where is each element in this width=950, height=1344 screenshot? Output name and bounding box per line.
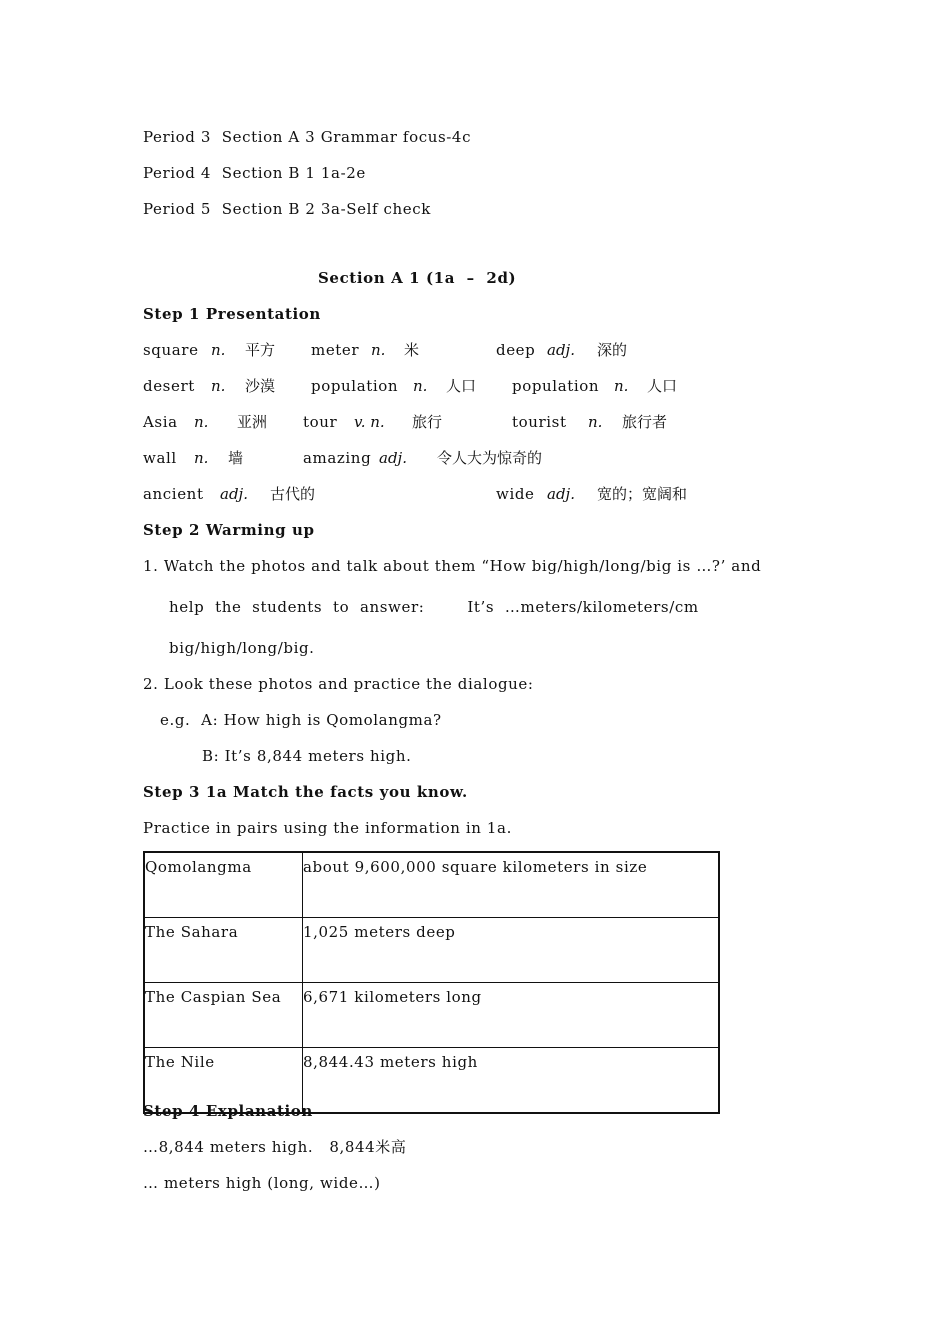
- vocab-meaning: 旅行者: [622, 413, 668, 431]
- step2-item1-line3: big/high/long/big.: [169, 639, 315, 657]
- vocab-word: tourist: [512, 413, 567, 431]
- table-cell: The Caspian Sea: [144, 983, 303, 1048]
- vocab-word: deep: [496, 341, 536, 359]
- vocab-pos: n.: [413, 377, 428, 395]
- dialogue-line-b: B: It’s 8,844 meters high.: [202, 747, 412, 765]
- vocab-meaning: 古代的: [270, 485, 316, 503]
- vocab-meaning: 亚洲: [237, 413, 268, 431]
- dialogue-line-a: e.g. A: How high is Qomolangma?: [160, 711, 442, 729]
- vocab-pos: adj.: [379, 449, 407, 467]
- vocab-pos: adj.: [547, 341, 575, 359]
- section-title: Section A 1 (1a – 2d): [318, 269, 517, 287]
- vocab-meaning: 宽的；宽阔和: [597, 485, 688, 503]
- step3-instruction: Practice in pairs using the information in 1a.: [143, 819, 512, 837]
- vocab-pos: v. n.: [354, 413, 385, 431]
- vocab-word: desert: [143, 377, 195, 395]
- step4-line1: …8,844 meters high. 8,844米高: [143, 1138, 407, 1156]
- vocab-meaning: 米: [404, 341, 420, 359]
- vocab-pos: adj.: [547, 485, 575, 503]
- vocab-word: meter: [311, 341, 360, 359]
- vocab-meaning: 人口: [647, 377, 678, 395]
- table-cell: Qomolangma: [144, 852, 303, 918]
- vocab-pos: n.: [588, 413, 603, 431]
- period-5-line: Period 5 Section B 2 3a-Self check: [143, 200, 431, 218]
- vocab-pos: n.: [211, 341, 226, 359]
- vocab-word: square: [143, 341, 199, 359]
- table-cell: about 9,600,000 square kilometers in size: [303, 852, 720, 918]
- vocab-pos: n.: [194, 413, 209, 431]
- vocab-meaning: 深的: [597, 341, 628, 359]
- vocab-word: amazing: [303, 449, 372, 467]
- step4-line2: … meters high (long, wide…): [143, 1174, 381, 1192]
- step2-item1-line1: 1. Watch the photos and talk about them “How big/high/long/big is …?’ and: [143, 557, 762, 575]
- vocab-meaning: 人口: [446, 377, 477, 395]
- vocab-word: population: [512, 377, 600, 395]
- period-4-line: Period 4 Section B 1 1a-2e: [143, 164, 366, 182]
- vocab-pos: n.: [614, 377, 629, 395]
- step1-heading: Step 1 Presentation: [143, 305, 321, 323]
- vocab-meaning: 墙: [228, 449, 244, 467]
- table-cell: 6,671 kilometers long: [303, 983, 720, 1048]
- table-cell: The Sahara: [144, 918, 303, 983]
- facts-table: [143, 851, 720, 1114]
- period-3-line: Period 3 Section A 3 Grammar focus-4c: [143, 128, 472, 146]
- step2-item1-line2: help the students to answer: It’s …meters/kilometers/cm: [169, 598, 699, 616]
- step3-heading: Step 3 1a Match the facts you know.: [143, 783, 468, 801]
- vocab-meaning: 沙漠: [245, 377, 276, 395]
- vocab-meaning: 令人大为惊奇的: [437, 449, 543, 467]
- vocab-word: wide: [496, 485, 535, 503]
- vocab-pos: n.: [194, 449, 209, 467]
- vocab-word: population: [311, 377, 399, 395]
- step2-heading: Step 2 Warming up: [143, 521, 315, 539]
- table-cell: 1,025 meters deep: [303, 918, 720, 983]
- table-cell: The Nile: [144, 1048, 303, 1114]
- vocab-pos: adj.: [220, 485, 248, 503]
- vocab-pos: n.: [211, 377, 226, 395]
- table-cell: 8,844.43 meters high: [303, 1048, 720, 1114]
- vocab-word: wall: [143, 449, 177, 467]
- table-row: [144, 983, 719, 1048]
- vocab-pos: n.: [371, 341, 386, 359]
- table-row: [144, 918, 719, 983]
- vocab-word: Asia: [143, 413, 178, 431]
- table-row: [144, 852, 719, 918]
- vocab-word: tour: [303, 413, 338, 431]
- step4-heading: Step 4 Explanation: [143, 1102, 313, 1120]
- step2-item2: 2. Look these photos and practice the dialogue:: [143, 675, 534, 693]
- vocab-meaning: 平方: [245, 341, 276, 359]
- vocab-meaning: 旅行: [412, 413, 443, 431]
- vocab-word: ancient: [143, 485, 204, 503]
